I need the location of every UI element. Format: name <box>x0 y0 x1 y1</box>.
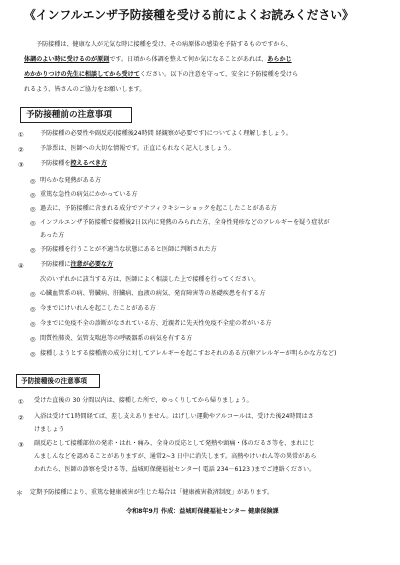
section1-item3-label: 予防接種を <box>40 160 71 167</box>
section1-heading-box <box>20 107 132 123</box>
list4-bullet-5-icon: ◎ <box>30 351 36 358</box>
section2-item3-number: ③ <box>18 441 24 449</box>
list3-item-3: 過去に、予防接種に含まれる成分でアナフィラキシーショックを起こしたことがある方 <box>40 205 277 212</box>
section2-item2-line1: 入浴は受けて1時間経てば、差し支えありません。はげしい運動やアルコールは、受けた後24時間はさ <box>34 413 314 420</box>
page-title: 《インフルエンザ予防接種を受ける前によくお読みください》 <box>24 8 354 22</box>
list4-item-5: 接種しようとする接種液の成分に対してアレルギーを起こすおそれのある方(卵アレルギーが明らかな方など) <box>40 350 337 357</box>
section1-item4-subtext: 次のいずれかに該当する方は、医師によく相談した上で接種を行ってください。 <box>40 276 260 283</box>
list3-item-5: 予防接種を行うことが不適当な状態にあると医師に判断された方 <box>40 246 217 253</box>
section1-item3-emphasis: 控えるべき方 <box>70 160 108 167</box>
list4-item-2: 今までにけいれんを起こしたことがある方 <box>40 305 156 312</box>
intro-line-4: れるよう、皆さんのご協力をお願いします。 <box>24 86 146 93</box>
section2-item3-line3: われたら、医師の診察を受ける等、益城町保健福祉センター( 電話 234－6123 )までご連絡ください。 <box>34 466 316 473</box>
footer-note-mark: ＊ <box>16 489 23 497</box>
intro-emphasis-1: 体調のよい時に受けるのが原則 <box>24 56 110 63</box>
list3-item-2: 重篤な急性の病気にかかっている方 <box>40 191 138 198</box>
section1-item2-number: ② <box>18 146 24 154</box>
list4-item-4: 間質性肺炎、気管支喘息等の呼吸器系の病気を有する方 <box>40 335 193 342</box>
intro-emphasis-3: めかかりつけの先生に相談してから受けて <box>24 71 140 78</box>
section2-item3-line2: んましんなどを認めることがありますが、通常2~3 日中に消失します。高熱やけいれん等の異常があら <box>34 453 317 460</box>
list3-bullet-4-icon: ◎ <box>30 220 36 227</box>
section1-item1-text: 予防接種の必要性や副反応(接種後24時間 経観察が必要です)についてよく理解しましょう。 <box>40 130 292 137</box>
intro-line-2 <box>24 57 292 63</box>
intro-text-3: ください。以下の注意を守って、安全に予防接種を受けら <box>139 71 299 78</box>
list3-item-1: 明らかな発熱がある方 <box>40 177 101 184</box>
footer-note: 定期予防接種により、重篤な健康被害が生じた場合は「健康被害救済制度」があります。 <box>30 489 274 496</box>
section1-item4-label: 予防接種に <box>40 261 71 268</box>
intro-emphasis-2: あらかじ <box>267 56 292 63</box>
intro-line-3 <box>24 72 298 78</box>
intro-text-2: です。日頃から体調を整えて何か気になることがあれば、 <box>109 56 268 63</box>
section2-heading-box <box>16 374 100 388</box>
section2-item1-text: 受けた直後の 30 分間以内は、接種した所で、ゆっくりしてから帰りましょう。 <box>34 397 253 404</box>
list3-bullet-5-icon: ◎ <box>30 247 36 254</box>
intro-line-1: 予防接種は、健康な人が元気な時に接種を受け、その病原体の感染を予防するものですから、 <box>36 41 292 48</box>
section1-item4-emphasis: 注意が必要な方 <box>70 261 114 268</box>
list3-item-4-continued: あった方 <box>40 232 65 239</box>
section2-item1-number: ① <box>18 398 24 406</box>
section2-item2-line2: けましょう <box>34 426 65 433</box>
section2-heading: 予防接種後の注意事項 <box>21 376 87 385</box>
section1-item2-text: 予診票は、医師への大切な情報です。正直にもれなく記入しましょう。 <box>40 145 235 152</box>
section1-item3-text <box>40 161 107 167</box>
list4-bullet-2-icon: ◎ <box>30 306 36 313</box>
list4-bullet-4-icon: ◎ <box>30 336 36 343</box>
section1-item4-text <box>40 262 113 268</box>
section1-item1-number: ① <box>18 131 24 139</box>
list3-bullet-1-icon: ◎ <box>30 178 36 185</box>
section1-heading: 予防接種前の注意事項 <box>26 110 112 120</box>
section1-item3-number: ③ <box>18 161 24 169</box>
list4-item-3: 今までに免疫不全の診断がなされている方、近親者に先天性免疫不全症の者がいる方 <box>40 320 272 327</box>
section2-item3-line1: 副反応として接種部位の発赤・はれ・痛み、全身の反応として発熱や頭痛・体のだるさ等を、まれにじ <box>34 440 315 447</box>
list3-bullet-3-icon: ◎ <box>30 206 36 213</box>
list3-bullet-2-icon: ◎ <box>30 192 36 199</box>
list4-bullet-1-icon: ◎ <box>30 291 36 298</box>
section1-item4-number: ④ <box>18 262 24 270</box>
list3-item-4: インフルエンザ予防接種で接種後2日以内に発熱のみられた方、全身性発疹などのアレルギーを疑う症状が <box>40 219 330 226</box>
list4-item-1: 心臓血管系の病、腎臓病、肝臓病、血液の病気、発育障害等の基礎疾患を有する方 <box>40 290 266 297</box>
section2-item2-number: ② <box>18 414 24 422</box>
footer-signature: 令和8年9月 作成：益城町保健福祉センター 健康保険課 <box>126 508 279 515</box>
list4-bullet-3-icon: ◎ <box>30 321 36 328</box>
